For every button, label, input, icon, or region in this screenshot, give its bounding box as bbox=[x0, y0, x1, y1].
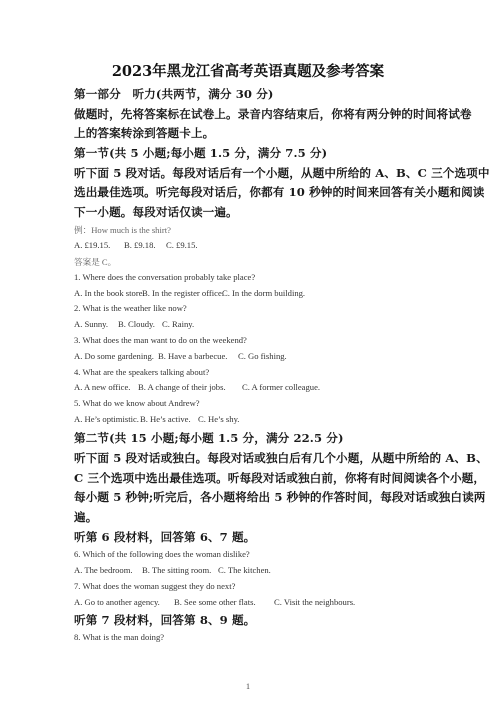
example-option-a: A. £19.15. bbox=[74, 240, 111, 250]
instruction-line-1: 做题时，先将答案标在试卷上。录音内容结束后，你将有两分钟的时间将试卷 bbox=[74, 107, 472, 121]
question-6-options bbox=[74, 565, 271, 575]
q5-option-c: C. He’s shy. bbox=[198, 414, 240, 424]
page-number: 1 bbox=[246, 682, 250, 691]
q1-option-b: B. In the register office. bbox=[142, 288, 224, 298]
question-7: 7. What does the woman suggest they do next? bbox=[74, 581, 236, 591]
q6-option-b: B. The sitting room. bbox=[142, 565, 212, 575]
example-options bbox=[74, 240, 198, 250]
q3-option-c: C. Go fishing. bbox=[238, 351, 287, 361]
question-3-options bbox=[74, 351, 287, 361]
question-2-options bbox=[74, 319, 194, 329]
example-answer: 答案是 C。 bbox=[74, 257, 117, 267]
q1-option-c: C. In the dorm building. bbox=[222, 288, 306, 298]
question-6: 6. Which of the following does the woman dislike? bbox=[74, 549, 250, 559]
question-1: 1. Where does the conversation probably take place? bbox=[74, 272, 256, 282]
q3-option-a: A. Do some gardening. bbox=[74, 351, 154, 361]
q7-option-b: B. See some other flats. bbox=[174, 597, 256, 607]
question-4: 4. What are the speakers talking about? bbox=[74, 367, 210, 377]
section2-header: 第二节(共 15 小题;每小题 1.5 分，满分 22.5 分) bbox=[74, 431, 344, 445]
section2-instruction-1: 听下面 5 段对话或独白。每段对话或独白后有几个小题，从题中所给的 A、B、 bbox=[74, 451, 488, 465]
section2-instruction-2: C 三个选项中选出最佳选项。听每段对话或独白前，你将有时间阅读各个小题， bbox=[74, 471, 486, 485]
q6-option-a: A. The bedroom. bbox=[74, 565, 133, 575]
q4-option-b: B. A change of their jobs. bbox=[138, 382, 226, 392]
example-option-c: C. £9.15. bbox=[166, 240, 198, 250]
question-5: 5. What do we know about Andrew? bbox=[74, 398, 200, 408]
q2-option-c: C. Rainy. bbox=[162, 319, 195, 329]
question-5-options bbox=[74, 414, 239, 424]
q7-option-a: A. Go to another agency. bbox=[74, 597, 160, 607]
document-title: 2023年黑龙江省高考英语真题及参考答案 bbox=[111, 63, 385, 80]
question-8: 8. What is the man doing? bbox=[74, 632, 165, 642]
q7-option-c: C. Visit the neighbours. bbox=[274, 597, 356, 607]
section1-instruction-2: 选出最佳选项。听完每段对话后，你都有 10 秒钟的时间来回答有关小题和阅读 bbox=[74, 185, 485, 199]
instruction-line-2: 上的答案转涂到答题卡上。 bbox=[74, 126, 215, 140]
part1-header: 第一部分 听力(共两节，满分 30 分) bbox=[74, 87, 274, 101]
q3-option-b: B. Have a barbecue. bbox=[158, 351, 228, 361]
section2-instruction-4: 遍。 bbox=[74, 510, 98, 524]
q5-option-b: B. He’s active. bbox=[140, 414, 191, 424]
question-4-options bbox=[74, 382, 320, 392]
question-1-options bbox=[74, 288, 305, 298]
question-7-options bbox=[74, 597, 355, 607]
material-6-header: 听第 6 段材料，回答第 6、7 题。 bbox=[74, 530, 256, 544]
q4-option-c: C. A former colleague. bbox=[242, 382, 321, 392]
section1-instruction-1: 听下面 5 段对话。每段对话后有一个小题，从题中所给的 A、B、C 三个选项中 bbox=[74, 166, 490, 180]
question-3: 3. What does the man want to do on the weekend? bbox=[74, 335, 247, 345]
section1-header: 第一节(共 5 小题;每小题 1.5 分，满分 7.5 分) bbox=[74, 146, 328, 160]
material-7-header: 听第 7 段材料，回答第 8、9 题。 bbox=[74, 613, 256, 627]
q1-option-a: A. In the book store. bbox=[74, 288, 145, 298]
section2-instruction-3: 每小题 5 秒钟;听完后，各小题将给出 5 秒钟的作答时间，每段对话或独白读两 bbox=[74, 490, 486, 504]
q2-option-b: B. Cloudy. bbox=[118, 319, 155, 329]
example-option-b: B. £9.18. bbox=[124, 240, 156, 250]
example-question: 例：How much is the shirt? bbox=[74, 225, 171, 235]
q5-option-a: A. He’s optimistic. bbox=[74, 414, 139, 424]
q4-option-a: A. A new office. bbox=[74, 382, 131, 392]
question-2: 2. What is the weather like now? bbox=[74, 303, 187, 313]
section1-instruction-3: 下一小题。每段对话仅读一遍。 bbox=[74, 205, 238, 219]
q6-option-c: C. The kitchen. bbox=[218, 565, 271, 575]
q2-option-a: A. Sunny. bbox=[74, 319, 109, 329]
